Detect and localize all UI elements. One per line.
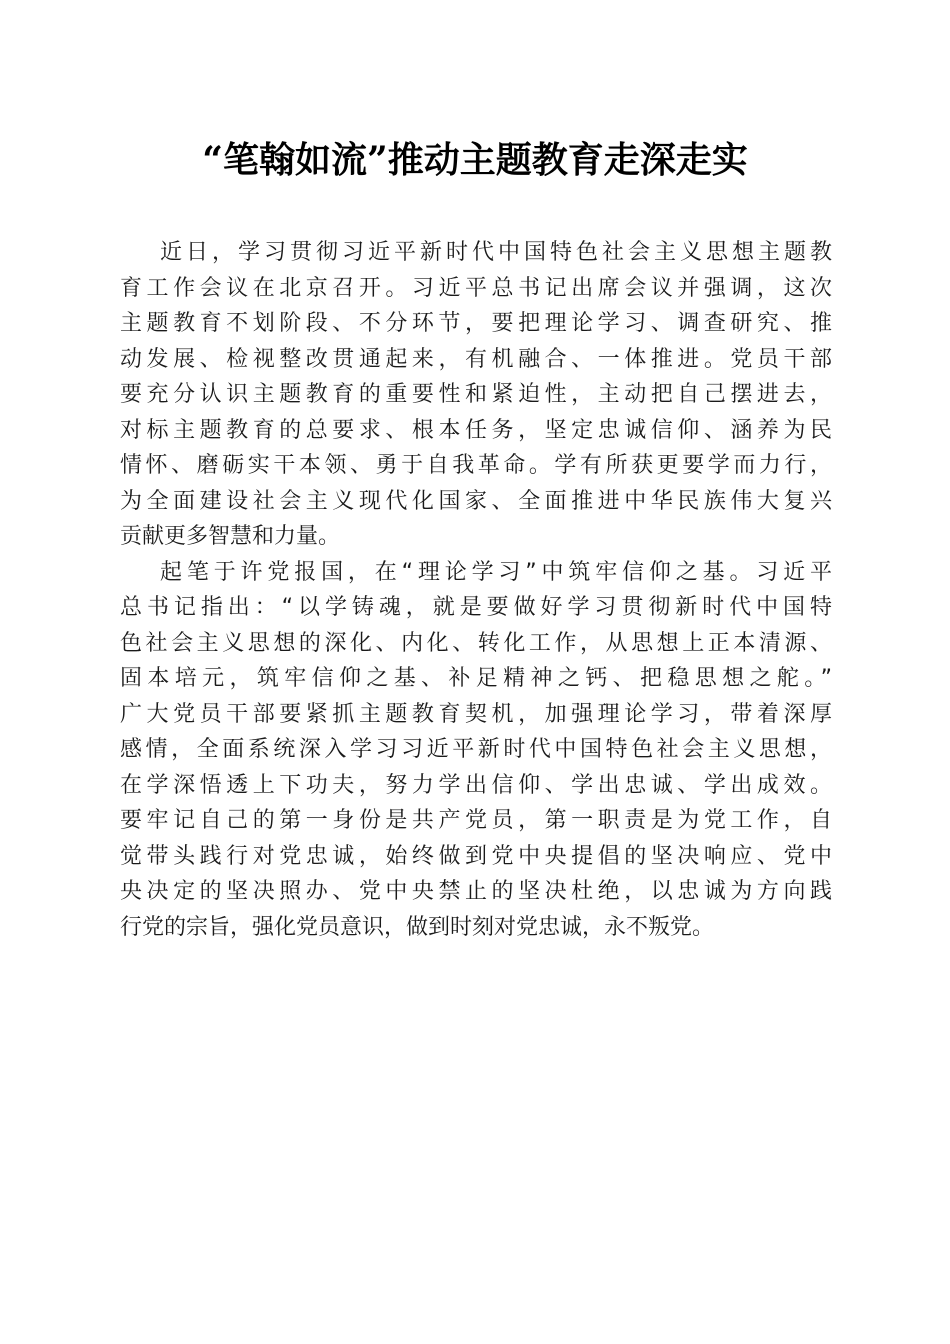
paragraph-line: 起笔于许党报国，在“理论学习”中筑牢信仰之基。习近平 — [160, 559, 832, 585]
document-title: “笔翰如流”推动主题教育走深走实 — [202, 139, 748, 181]
paragraph-line: 要充分认识主题教育的重要性和紧迫性，主动把自己摆进去， — [120, 382, 832, 407]
paragraph-line: 感情，全面系统深入学习习近平新时代中国特色社会主义思想， — [120, 737, 832, 762]
paragraph-line: 广大党员干部要紧抓主题教育契机，加强理论学习，带着深厚 — [120, 701, 832, 727]
document-body — [120, 235, 832, 945]
paragraph-line: 央决定的坚决照办、党中央禁止的坚决杜绝，以忠诚为方向践 — [120, 879, 832, 904]
paragraph-line: 对标主题教育的总要求、根本任务，坚定忠诚信仰、涵养为民 — [120, 417, 832, 443]
paragraph-line: 总书记指出：“以学铸魂，就是要做好学习贯彻新时代中国特 — [120, 595, 832, 620]
paragraph-line: 近日，学习贯彻习近平新时代中国特色社会主义思想主题教 — [160, 240, 832, 265]
paragraph-line: 固本培元，筑牢信仰之基、补足精神之钙、把稳思想之舵。” — [120, 666, 832, 691]
paragraph-line: 为全面建设社会主义现代化国家、全面推进中华民族伟大复兴 — [120, 488, 832, 514]
paragraph-line: 在学深悟透上下功夫，努力学出信仰、学出忠诚、学出成效。 — [120, 772, 832, 798]
paragraph-line: 主题教育不划阶段、不分环节，要把理论学习、调查研究、推 — [120, 311, 832, 336]
paragraph-line: 动发展、检视整改贯通起来，有机融合、一体推进。党员干部 — [120, 346, 832, 372]
paragraph-line: 贡献更多智慧和力量。 — [120, 524, 341, 549]
paragraph-1 — [120, 235, 832, 555]
paragraph-line: 色社会主义思想的深化、内化、转化工作，从思想上正本清源、 — [120, 630, 832, 656]
paragraph-line: 育工作会议在北京召开。习近平总书记出席会议并强调，这次 — [120, 275, 832, 301]
paragraph-line: 行党的宗旨，强化党员意识，做到时刻对党忠诚，永不叛党。 — [120, 914, 715, 940]
paragraph-line: 要牢记自己的第一身份是共产党员，第一职责是为党工作，自 — [120, 808, 832, 833]
paragraph-line: 情怀、磨砺实干本领、勇于自我革命。学有所获更要学而力行， — [120, 453, 832, 478]
paragraph-2 — [120, 555, 832, 946]
paragraph-line: 觉带头践行对党忠诚，始终做到党中央提倡的坚决响应、党中 — [120, 843, 832, 869]
